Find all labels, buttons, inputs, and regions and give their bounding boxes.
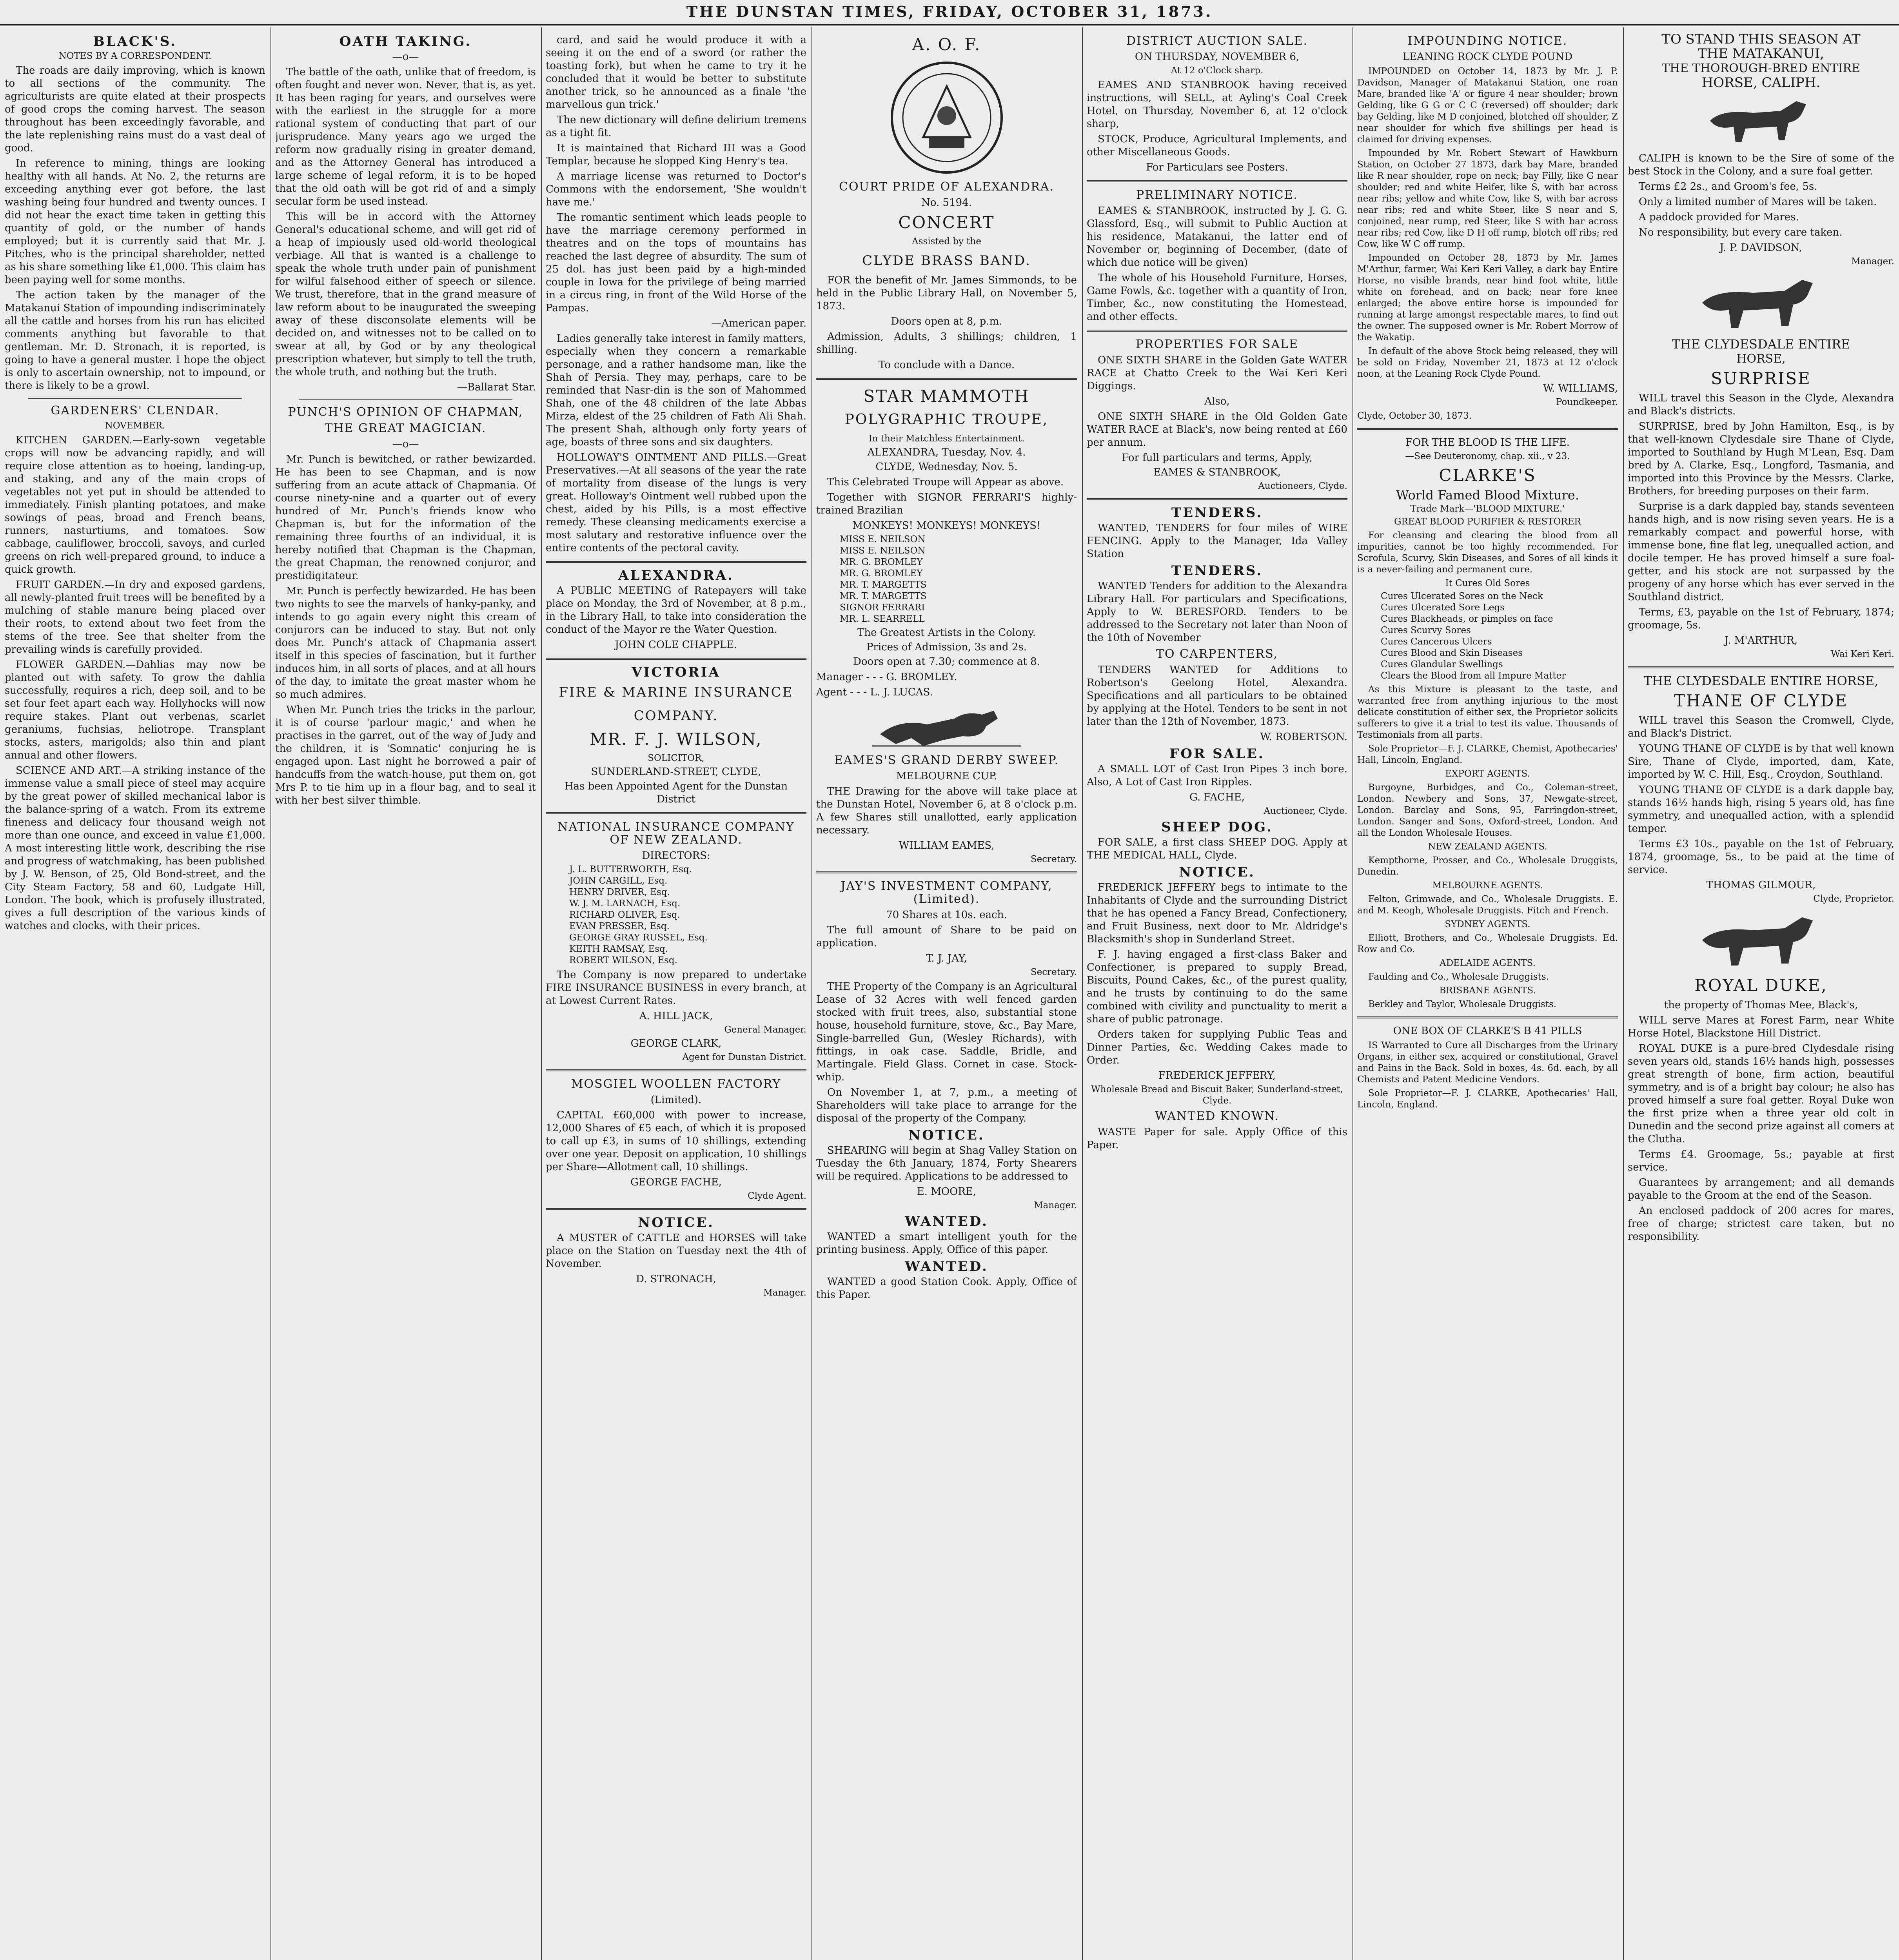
article-paragraph: FOR SALE, a first class SHEEP DOG. Apply at THE MEDICAL HALL, Clyde. [1087, 837, 1347, 861]
divider [546, 1069, 806, 1071]
article-paragraph: It is maintained that Richard III was a Good Templar, because he slopped King Henry's tea. [546, 142, 806, 167]
article-paragraph: THE Drawing for the above will take place at the Dunstan Hotel, November 6, at 8 o'clock p.m. A few Shares still unallotted, early application necessary. [816, 786, 1077, 836]
heading-magician: THE GREAT MAGICIAN. [325, 421, 487, 435]
horse-icon [1698, 93, 1824, 148]
divider [546, 812, 806, 814]
article-paragraph: Together with SIGNOR FERRARI'S highly-trained Brazilian [816, 492, 1077, 516]
list-item: MISS E. NEILSON [840, 546, 926, 556]
article-paragraph: FLOWER GARDEN.—Dahlias may now be planted out with safety. To grow the dahlia successfully, requires a rich, deep soil, and to be set four feet apart each way. Hollyhocks will now require stakes. Plant out verbenas, scarlet geraniums, fuchsias, heliotrope. Transplant stocks, asters, marigolds; also thin and plant annual and other flowers. [5, 659, 265, 761]
heading-victoria: VICTORIA [632, 664, 721, 680]
article-paragraph: Terms £4. Groomage, 5s.; payable at first service. [1628, 1149, 1894, 1173]
heading-troupe: POLYGRAPHIC TROUPE, [844, 412, 1049, 428]
list-item: MR. T. MARGETTS [840, 580, 927, 590]
foresters-seal-icon [888, 59, 1006, 176]
divider [28, 398, 242, 399]
heading-jay-investment: JAY'S INVESTMENT COMPANY, (Limited). [841, 879, 1053, 906]
signature-title: Manager. [1851, 256, 1894, 267]
heading-wanted: WANTED. [905, 1214, 988, 1229]
list-item: Cures Ulcerated Sores on the Neck [1381, 591, 1543, 601]
heading-blacks: BLACK'S. [93, 34, 177, 49]
article-paragraph: The roads are daily improving, which is known to all sections of the community. The agriculturists are quite elated at their prospects of good crops the coming harvest. The season throughout has been exceedingly favorable, and the late replenishing rains must do a vast deal of good. [5, 65, 265, 154]
article-paragraph: Surprise is a dark dappled bay, stands seventeen hands high, and is now rising seven years. He is a remarkably compact and powerful horse, with immense bone, fine flat leg, unequalled action, and docile temper. He has proved himself a sure foal-getter, and his stock are not surpassed by the progeny of any horse which has ever served in the Southland district. [1628, 501, 1894, 603]
heading-mosgiel: MOSGIEL WOOLLEN FACTORY [571, 1077, 781, 1091]
article-paragraph: WANTED a smart intelligent youth for the printing business. Apply, Office of this paper. [816, 1231, 1077, 1256]
column-6 [1357, 31, 1618, 1960]
text-street: SUNDERLAND-STREET, CLYDE, [591, 766, 761, 778]
signature: G. FACHE, [1189, 791, 1245, 803]
article-paragraph: No responsibility, but every care taken. [1639, 227, 1843, 238]
article-paragraph: A marriage license was returned to Doctor's Commons with the endorsement, 'She wouldn't have me.' [546, 171, 806, 208]
signature-title: Manager. [763, 1288, 806, 1298]
heading-clydesdale-entire: THE CLYDESDALE ENTIRE [1672, 337, 1850, 352]
signature: T. J. JAY, [926, 953, 968, 964]
article-paragraph: EAMES & STANBROOK, instructed by J. G. G. Glassford, Esq., will submit to Public Auction at his residence, Matakanui, the latter end of November or, beginning of December, (date of which due notice will be given) [1087, 205, 1347, 269]
list-item: MR. G. BROMLEY [840, 568, 923, 579]
list-item: RICHARD OLIVER, Esq. [569, 910, 680, 920]
article-paragraph: SHEARING will begin at Shag Valley Station on Tuesday the 6th January, 1874, Forty Shearers will be required. Applications to be addressed to [816, 1145, 1077, 1182]
list-item: KEITH RAMSAY, Esq. [569, 944, 668, 954]
list-item: GEORGE GRAY RUSSEL, Esq. [569, 933, 708, 943]
heading-agents: SYDNEY AGENTS. [1445, 919, 1530, 929]
article-paragraph: In default of the above Stock being released, they will be sold on Friday, November 21, 1873 at 12 o'clock noon, at the Leaning Rock Clyde Pound. [1357, 346, 1618, 379]
advert-holloway: HOLLOWAY'S OINTMENT AND PILLS.—Great Preservatives.—At all seasons of the year the rate of mortality from disease of the lungs is very great. Holloway's Ointment well rubbed upon the chest, aided by his Pills, is a most effective remedy. These cleansing medicaments exercise a most salutary and restorative influence over the entire contents of the pectoral cavity. [546, 452, 806, 554]
heading-auction-sale: DISTRICT AUCTION SALE. [1126, 34, 1308, 48]
article-paragraph: YOUNG THANE OF CLYDE is by that well known Sire, Thane of Clyde, imported, dam, Kate, imported by W. C. Hill, Esq., Croydon, Southland. [1628, 743, 1894, 780]
heading-surprise: SURPRISE [1711, 369, 1811, 388]
heading-royal-duke: ROYAL DUKE, [1694, 976, 1828, 995]
divider [1628, 666, 1894, 668]
signature: W. ROBERTSON. [1260, 731, 1347, 743]
article-paragraph: CAPITAL £60,000 with power to increase, 12,000 Shares of £5 each, of which it is proposed to call up £3, in sums of 10 shillings, extending over one year. Deposit on application, 10 shillings per Share—Allotment call, 10 shillings. [546, 1109, 806, 1173]
heading-blood-mixture: World Famed Blood Mixture. [1396, 488, 1579, 503]
text-doors: Doors open at 7.30; commence at 8. [853, 656, 1040, 668]
article-paragraph: A paddock provided for Mares. [1639, 211, 1799, 223]
heading-notice: NOTICE. [908, 1127, 985, 1143]
article-paragraph: Terms, £3, payable on the 1st of February, 1874; groomage, 5s. [1628, 606, 1894, 631]
article-paragraph: FREDERICK JEFFERY begs to intimate to the Inhabitants of Clyde and the surrounding District that he has opened a Fancy Bread, Confectionery, and Fruit Business, next door to Mr. Aldridge's Blacksmith's shop in Sunderland Street. [1087, 882, 1347, 945]
heading-fire-marine: FIRE & MARINE INSURANCE [559, 684, 793, 700]
article-paragraph: As this Mixture is pleasant to the taste, and warranted free from anything injurious to the most delicate constitution of either sex, the Proprietor solicits sufferers to give it a trial to test its value. Thousands of Testimonials from all parts. [1357, 684, 1618, 740]
article-paragraph: WILL serve Mares at Forest Farm, near White Horse Hotel, Blackstone Hill District. [1628, 1014, 1894, 1039]
divider [1357, 1016, 1618, 1018]
signature: JOHN COLE CHAPPLE. [615, 639, 737, 651]
divider [1087, 498, 1347, 500]
heading-wilson: MR. F. J. WILSON, [590, 730, 763, 749]
article-paragraph: The romantic sentiment which leads people to have the marriage ceremony performed in theatres and on the tops of mountains has reached the last degree of absurdity. The sum of 25 dol. has just been paid by a high-minded couple in Iowa for the privilege of being married in a circus ring, in front of the Wild Horse of the Pampas. [546, 212, 806, 314]
horse-icon [1690, 271, 1832, 334]
heading-national-insurance: NATIONAL INSURANCE COMPANY OF NEW ZEALAND. [557, 820, 795, 847]
article-paragraph: Only a limited number of Mares will be taken. [1639, 196, 1877, 208]
article-paragraph: EAMES AND STANBROOK having received instructions, will SELL, at Ayling's Coal Creek Hotel, on Thursday, November 6, at 12 o'clock sharp, [1087, 79, 1347, 130]
article-paragraph: card, and said he would produce it with a seeing it on the end of a sword (or rather the toasting fork), but when he came to try it he concluded that it would be better to substitute another trick, so he announced as a finale 'the marvellous gun trick.' [546, 34, 806, 111]
article-paragraph: The full amount of Share to be paid on application. [816, 924, 1077, 949]
column-rule [541, 27, 542, 1960]
heading-clarkes: CLARKE'S [1439, 466, 1536, 485]
article-paragraph: YOUNG THANE OF CLYDE is a dark dapple bay, stands 16½ hands high, rising 5 years old, has fine symmetry, and unequalled action, with a splendid temper. [1628, 784, 1894, 835]
text-dance: To conclude with a Dance. [878, 359, 1015, 371]
divider [1087, 180, 1347, 182]
list-item: Cures Glandular Swellings [1381, 659, 1503, 670]
article-paragraph: The action taken by the manager of the Matakanui Station of impounding indiscriminately all the cattle and horses from his run has elicited comments anything but favorable to that gentleman. Mr. D. Stronach, it is reported, is going to have a general muster. I hope the object is only to ascertain ownership, not to impound, or there is likely to be a growl. [5, 289, 265, 392]
article-paragraph: CALIPH is known to be the Sire of some of the best Stock in the Colony, and a sure foal getter. [1628, 152, 1894, 177]
list-item: JOHN CARGILL, Esq. [569, 876, 668, 886]
divider [546, 561, 806, 563]
heading-notice: NOTICE. [1179, 864, 1255, 880]
list-item: W. J. M. LARNACH, Esq. [569, 898, 681, 909]
heading-alexandra: ALEXANDRA. [618, 568, 734, 583]
column-5 [1087, 31, 1347, 1960]
signature-title: Secretary. [1030, 967, 1077, 977]
signature: WILLIAM EAMES, [899, 840, 995, 851]
article-paragraph: WILL travel this Season in the Clyde, Alexandra and Black's districts. [1628, 392, 1894, 417]
article-credit: —Ballarat Star. [457, 381, 536, 393]
article-paragraph: IS Warranted to Cure all Discharges from the Urinary Organs, in either sex, acquired or constitutional, Gravel and Pains in the Back. Sold in boxes, 4s. 6d. each, by all Chemists and Patent Medicine Vendors. [1357, 1040, 1618, 1085]
signature-title: Auctioneers, Clyde. [1258, 481, 1347, 491]
heading-agents: ADELAIDE AGENTS. [1440, 958, 1536, 968]
directors-list [546, 864, 806, 966]
text-date: ALEXANDRA, Tuesday, Nov. 4. [867, 446, 1026, 458]
quote: FOR THE BLOOD IS THE LIFE. [1405, 437, 1570, 448]
text-entertainment: In their Matchless Entertainment. [868, 434, 1025, 444]
list-item: Cures Blood and Skin Diseases [1381, 648, 1523, 658]
heading-concert: CONCERT [898, 213, 995, 232]
heading-carpenters: TO CARPENTERS, [1156, 647, 1278, 661]
heading-tenders: TENDERS. [1171, 563, 1263, 579]
byline: NOTES BY A CORRESPONDENT. [58, 51, 212, 61]
signature-title: Poundkeeper. [1556, 397, 1618, 407]
heading-clydesdale-entire: THE CLYDESDALE ENTIRE HORSE, [1643, 673, 1879, 688]
heading-tenders: TENDERS. [1171, 505, 1263, 521]
list-item: MR. L. SEARRELL [840, 614, 925, 624]
heading-agents: BRISBANE AGENTS. [1439, 985, 1536, 996]
text-date: Clyde, October 30, 1873. [1357, 411, 1472, 421]
article-paragraph: This Celebrated Troupe will Appear as above. [827, 476, 1064, 488]
article-paragraph: Impounded on October 28, 1873 by Mr. James M'Arthur, farmer, Wai Keri Keri Valley, a dark bay Entire Horse, no visible brands, near hind foot white, little white on forehead, and on back; near fore knee enlarged; the above entire horse is impounded for running at large amongst respectable mares, to find out the owner. The supposed owner is Mr. Robert Morrow of the Wakatip. [1357, 253, 1618, 343]
masthead: THE DUNSTAN TIMES, FRIDAY, OCTOBER 31, 1873. [0, 0, 1899, 25]
signature-title: Auctioneer, Clyde. [1264, 806, 1347, 816]
cures-list [1357, 591, 1618, 682]
text-great-purifier: GREAT BLOOD PURIFIER & RESTORER [1394, 517, 1581, 527]
heading-derby-sweep: EAMES'S GRAND DERBY SWEEP. [834, 753, 1059, 767]
article-paragraph: FRUIT GARDEN.—In dry and exposed gardens, all newly-planted fruit trees will be benefited by a mulching of stable manure being placed over their roots, to extend about two feet from the stems of the tree. See that shelter from the prevailing winds is carefully provided. [5, 579, 265, 655]
divider [546, 658, 806, 660]
subheading-pound: LEANING ROCK CLYDE POUND [1402, 51, 1573, 63]
divider [1087, 330, 1347, 332]
signature: E. MOORE, [917, 1186, 977, 1198]
article-paragraph: Ladies generally take interest in family matters, especially when they concern a remarkable personage, and a rather handsome man, like the Shah of Persia. They may, perhaps, care to be reminded that Nasr-din is the son of Mahommed Shah, one of the 48 children of the late Abbas Mirza, eldest of the 25 children of Fath Ali Shah. The present Shah, although only forty years of age, boasts of three sons and six daughters. [546, 333, 806, 448]
list-item: J. L. BUTTERWORTH, Esq. [569, 864, 692, 875]
list-item: Cures Ulcerated Sore Legs [1381, 603, 1505, 613]
heading-impounding-notice: IMPOUNDING NOTICE. [1407, 34, 1568, 48]
text-time: At 12 o'Clock sharp. [1171, 65, 1264, 76]
heading-wanted: WANTED. [905, 1259, 988, 1274]
text-owner: the property of Thomas Mee, Black's, [1664, 999, 1858, 1011]
signature: GEORGE FACHE, [630, 1176, 722, 1188]
heading-agents: EXPORT AGENTS. [1445, 769, 1530, 779]
article-paragraph: KITCHEN GARDEN.—Early-sown vegetable crops will now be advancing rapidly, and will require close attention as to hoeing, landing-up, and staking, and any of the main crops of vegetables not yet put in should be attended to immediately. Finish planting potatoes, and make sowings of peas, broad and French beans, runners, nasturtiums, and tomatoes. Sow cabbage, cauliflower, broccoli, savoys, and curled greens on rich well-prepared ground, to induce a quick growth. [5, 434, 265, 575]
text-manager: Manager - - - G. BROMLEY. [816, 671, 957, 683]
heading-stand-season: TO STAND THIS SEASON AT [1661, 31, 1861, 47]
text-trademark: Trade Mark—'BLOOD MIXTURE.' [1410, 504, 1565, 514]
heading-sheep-dog: SHEEP DOG. [1161, 819, 1273, 835]
article-paragraph: Sole Proprietor—F. J. CLARKE, Apothecaries' Hall, Lincoln, England. [1357, 1088, 1618, 1110]
signature: J. P. DAVIDSON, [1719, 242, 1803, 254]
divider [1357, 428, 1618, 430]
racehorse-icon [864, 703, 1029, 750]
divider [816, 378, 1077, 380]
text-shares: 70 Shares at 10s. each. [886, 909, 1007, 921]
text-also: Also, [1204, 396, 1230, 407]
text-assisted: Assisted by the [912, 236, 981, 247]
heading-band: CLYDE BRASS BAND. [862, 253, 1031, 269]
signature: THOMAS GILMOUR, [1706, 879, 1816, 891]
article-paragraph: A MUSTER of CATTLE and HORSES will take place on the Station on Tuesday next the 4th of November. [546, 1232, 806, 1270]
article-paragraph: Sole Proprietor—F. J. CLARKE, Chemist, Apothecaries' Hall, Lincoln, England. [1357, 744, 1618, 765]
signature: EAMES & STANBROOK, [1153, 466, 1281, 478]
signature: FREDERICK JEFFERY, [1158, 1070, 1276, 1082]
heading-punch: PUNCH'S OPINION OF CHAPMAN, [288, 405, 523, 419]
heading-preliminary-notice: PRELIMINARY NOTICE. [1136, 188, 1298, 202]
list-item: MISS E. NEILSON [840, 534, 926, 544]
divider [546, 1208, 806, 1210]
article-paragraph: ONE SIXTH SHARE in the Golden Gate WATER RACE at Chatto Creek to the Wai Keri Keri Diggings. [1087, 354, 1347, 392]
article-paragraph: On November 1, at 7, p.m., a meeting of Shareholders will take place to arrange for the disposal of the property of the Company. [816, 1087, 1077, 1124]
advert-public-meeting: A PUBLIC MEETING of Ratepayers will take place on Monday, the 3rd of November, at 8 p.m., in the Library Hall, to take into consideration the conduct of the Mayor re the Water Question. [546, 585, 806, 635]
list-item: SIGNOR FERRARI [840, 603, 925, 613]
text-date: ON THURSDAY, NOVEMBER 6, [1135, 51, 1300, 63]
signature: W. WILLIAMS, [1543, 383, 1618, 394]
divider [299, 399, 512, 400]
column-7 [1628, 31, 1894, 1960]
heading-properties: PROPERTIES FOR SALE [1136, 338, 1298, 351]
heading-gardeners-calendar: GARDENERS' CLENDAR. [51, 404, 220, 417]
article-paragraph: Terms £2 2s., and Groom's fee, 5s. [1639, 181, 1817, 192]
article-paragraph: The Company is now prepared to undertake FIRE INSURANCE BUSINESS in every branch, at at Lowest Current Rates. [546, 969, 806, 1007]
article-paragraph: Guarantees by arrangement; and all demands payable to the Groom at the end of the Season. [1628, 1177, 1894, 1201]
column-2: OATH TAKING. —o— The battle of the oath, unlike that of freedom, is often fought and never won. Never, that is, as yet. It has been raging for years, and ourselves were with the earliest in the struggle for a more rational system of conducting that part of our jurisprudence. Many years ago we urged the reform now gradually rising in greater demand, and as the Attorney General has introduced a large scheme of legal reform, it is to be hoped that the old oath will be got rid of and a simply secular form be used instead. This will be in accord with the Attorney General's educational scheme, and will get rid of a heap of impiously used old-world theological verbiage. All that is wanted is a challenge to speak the whole truth under pain of punishment for wilful falsehood either of speech or silence. We trust, therefore, that in the grand measure of law reform about to be inaugurated the sweeping away of these disconsolate elements will be decided on, and witnesses not to be called on to swear at all, by God or by any theological prescription whatever, but simply to tell the truth, the whole truth, and nothing but the truth. —Ballarat Star. PUNCH'S OPINION OF CHAPMAN, THE GREAT MAGICIAN. —o— Mr. Punch is bewitched, or rather bewizarded. He has been to see Chapman, and is now suffering from an acute attack of Chapmania. Of course ninety-nine and a quarter out of every hundred of Mr. Punch's friends know who Chapman is, but for the information of the remaining three fourths of an individual, it is hereby notified that Chapman is the Chapman, the great Chapman, the renowned conjuror, and prestidigitateur. Mr. Punch is perfectly bewizarded. He has been two nights to see the marvels of hanky-panky, and intends to go again every night this cream of conjurors can be induced to stay. But not only does Mr. Punch's attack of Chapmania assert itself in this species of fascination, but it further induces him, in all sorts of places, and at all hours of the day, to imitate the great master whom he so much admires. When Mr. Punch tries the tricks in the parlour, it is of course 'parlour magic,' and when he practises in the garret, out of the way of Judy and the children, it is 'Somnatic' conjuring he is engaged upon. Last night he borrowed a pair of handcuffs from the watch-house, put them on, got Mrs P. to tie him up in a flour bag, and to seal it with her best silver thimble. [275, 34, 536, 806]
heading-notice: NOTICE. [638, 1215, 714, 1230]
heading-pills: ONE BOX OF CLARKE'S B 41 PILLS [1393, 1025, 1582, 1037]
signature-title: Clyde Agent. [748, 1191, 806, 1201]
signature: A. HILL JACK, [639, 1010, 713, 1022]
cast-list [816, 534, 1077, 625]
article-paragraph: For cleansing and clearing the blood from all impurities, cannot be too highly recommended. For Scrofula, Scurvy, Skin Diseases, and Sores of all kinds it is a never-failing and permanent cure. [1357, 530, 1618, 575]
list-item: Clears the Blood from all Impure Matter [1381, 671, 1566, 681]
article-paragraph: WANTED, TENDERS for four miles of WIRE FENCING. Apply to the Manager, Ida Valley Station [1087, 522, 1347, 560]
heading-directors: DIRECTORS: [642, 850, 710, 862]
article-paragraph: When Mr. Punch tries the tricks in the parlour, it is of course 'parlour magic,' and when he practises in the garret, out of the way of Judy and the children, it is 'Somnatic' conjuring he is engaged upon. Last night he borrowed a pair of handcuffs from the watch-house, put them on, got Mrs P. to tie him up in a flour bag, and to seal it with her best silver thimble. [275, 704, 536, 806]
heading-court: COURT PRIDE OF ALEXANDRA. [839, 180, 1055, 194]
subheading: MELBOURNE CUP. [896, 770, 997, 782]
heading-horse: HORSE, [1736, 352, 1786, 366]
list-item: EVAN PRESSER, Esq. [569, 921, 670, 931]
text-solicitor: SOLICITOR, [648, 753, 704, 763]
text-posters: For Particulars see Posters. [1146, 162, 1288, 173]
text-greatest: The Greatest Artists in the Colony. [857, 627, 1036, 639]
signature-title: Manager. [1034, 1200, 1077, 1210]
article-paragraph: Kempthorne, Prosser, and Co., Wholesale Druggists, Dunedin. [1357, 855, 1618, 877]
article-paragraph: The new dictionary will define delirium tremens as a tight fit. [546, 114, 806, 139]
heading-matakanui: THE MATAKANUI, [1697, 46, 1825, 62]
article-paragraph: SCIENCE AND ART.—A striking instance of the immense value a small piece of steel may acquire by the great power of skilled mechanical labor is the balance-spring of a watch. From its extreme fineness and delicacy four thousand weigh not more than one ounce, and exceed in value £1,000. A most interesting little work, describing the rise and progress of watchmaking, has been published by J. W. Benson, of 25, Old Bond-street, and the City Steam Factory, 58 and 60, Ludgate Hill, London. The book, which is profusely illustrated, gives a full description of the various kinds of watches and clocks, with their prices. [5, 765, 265, 932]
subheading: (Limited). [650, 1094, 702, 1106]
horse-icon [1690, 909, 1832, 971]
text-date: CLYDE, Wednesday, Nov. 5. [875, 461, 1018, 473]
heading-thoroughbred: THE THOROUGH-BRED ENTIRE [1662, 62, 1860, 75]
signature: D. STRONACH, [636, 1273, 716, 1285]
article-paragraph: WANTED Tenders for addition to the Alexandra Library Hall. For particulars and Specifications, Apply to W. BERESFORD. Tenders to be addressed to the Secretary not later than Noon of the 10th of November [1087, 580, 1347, 644]
text-agent: Agent - - - L. J. LUCAS. [816, 686, 933, 698]
article-paragraph: Impounded by Mr. Robert Stewart of Hawkburn Station, on October 27 1873, dark bay Mare, branded like R near shoulder, rope on neck; bay Filly, like G near shoulder; red and white Heifer, like S, with bar across near ribs; yellow and white Cow, like S, with bar across near ribs; red and white Steer, like S near and S, conjoined, near rump, red Steer, like S with bar across near ribs; red Cow, like D H off rump, blotch off ribs; red Cow, like W C off rump. [1357, 148, 1618, 249]
signature-title: Agent for Dunstan District. [682, 1052, 806, 1062]
article-paragraph: Faulding and Co., Wholesale Druggists. [1368, 972, 1549, 982]
signature-title: Clyde, Proprietor. [1813, 894, 1894, 904]
heading-oath-taking: OATH TAKING. [339, 34, 472, 49]
article-paragraph: Elliott, Brothers, and Co., Wholesale Druggists. Ed. Row and Co. [1357, 933, 1618, 955]
signature-title: Wholesale Bread and Biscuit Baker, Sunderland-street, Clyde. [1091, 1084, 1343, 1106]
article-paragraph: WANTED a good Station Cook. Apply, Office of this Paper. [816, 1276, 1077, 1301]
text-monkeys: MONKEYS! MONKEYS! MONKEYS! [852, 520, 1041, 532]
text-number: No. 5194. [921, 197, 972, 209]
column-4 [816, 31, 1077, 1960]
signature-title: Wai Keri Keri. [1831, 649, 1894, 659]
article-paragraph: Felton, Grimwade, and Co., Wholesale Druggists. E. and M. Keogh, Wholesale Druggists. Fitch and French. [1357, 894, 1618, 916]
list-item: MR. T. MARGETTS [840, 591, 927, 601]
article-paragraph: F. J. having engaged a first-class Baker and Confectioner, is prepared to supply Bread, Biscuits, Pound Cakes, &c., of the purest quality, and he trusts by continuing to do the same combined with civility and punctuality to merit a share of public patronage. [1087, 949, 1347, 1025]
article-paragraph: The whole of his Household Furniture, Horses, Game Fowls, &c. together with a quantity of Iron, Timber, &c., now constituting the Homestead, and other effects. [1087, 272, 1347, 323]
quote-source: —See Deuteronomy, chap. xii., v 23. [1405, 451, 1570, 461]
article-paragraph: This will be in accord with the Attorney General's educational scheme, and will get rid of a heap of impiously used old-world theological verbiage. All that is wanted is a challenge to speak the whole truth under pain of punishment for wilful falsehood either of speech or silence. We trust, therefore, that in the grand measure of law reform about to be inaugurated the sweeping away of these disconsolate elements will be decided on, and witnesses not to be called on to swear at all, by God or by any theological prescription whatever, but simply to tell the truth, the whole truth, and nothing but the truth. [275, 211, 536, 378]
article-paragraph: In reference to mining, things are looking healthy with all hands. At No. 2, the returns are exceeding anything ever got before, the last washing being four hundred and twenty ounces. I did not hear the exact time taken in getting this quantity of gold, or the number of hands employed; but it is currently said that Mr. J. Pitches, who is the principal shareholder, netted as his share something like £1,000. This claim has been paying well for some months. [5, 158, 265, 286]
list-item: MR. G. BROMLEY [840, 557, 923, 567]
signature: GEORGE CLARK, [630, 1038, 722, 1049]
article-paragraph: Berkley and Taylor, Wholesale Druggists. [1368, 999, 1557, 1009]
heading-caliph: HORSE, CALIPH. [1701, 75, 1821, 91]
article-paragraph: TENDERS WANTED for Additions to Robertson's Geelong Hotel, Alexandra. Specifications and all particulars to be obtained by applying at the Hotel. Tenders to be sent in not later than the 12th of November, 1873. [1087, 664, 1347, 728]
heading-star-mammoth: STAR MAMMOTH [863, 387, 1030, 406]
list-item: ROBERT WILSON, Esq. [569, 955, 677, 965]
signature-title: Secretary. [1030, 854, 1077, 864]
article-paragraph: The battle of the oath, unlike that of freedom, is often fought and never won. Never, that is, as yet. It has been raging for years, and ourselves were with the earliest in the struggle for a more rational system of conducting that part of our jurisprudence. Many years ago we urged the reform now gradually rising in greater demand, and as the Attorney General has introduced a large scheme of legal reform, it is to be hoped that the old oath will be got rid of and a simply secular form be used instead. [275, 66, 536, 207]
divider [816, 871, 1077, 873]
article-paragraph: Mr. Punch is perfectly bewizarded. He has been two nights to see the marvels of hanky-panky, and intends to go again every night this cream of conjurors can be induced to stay. But not only does Mr. Punch's attack of Chapmania assert itself in this species of fascination, but it further induces him, in all sorts of places, and at all hours of the day, to imitate the great master whom he so much admires. [275, 585, 536, 701]
list-item: Cures Cancerous Ulcers [1381, 637, 1492, 647]
text-doors: Doors open at 8, p.m. [891, 316, 1002, 327]
heading-company: COMPANY. [634, 708, 719, 724]
article-paragraph: WILL travel this Season the Cromwell, Clyde, and Black's District. [1628, 715, 1894, 739]
text-agent: Has been Appointed Agent for the Dunstan District [564, 780, 788, 805]
text-cures-heading: It Cures Old Sores [1445, 578, 1530, 588]
list-item: Cures Blackheads, or pimples on face [1381, 614, 1553, 624]
subheading-month: NOVEMBER. [105, 421, 165, 431]
article-paragraph: A SMALL LOT of Cast Iron Pipes 3 inch bore. Also, A Lot of Cast Iron Ripples. [1087, 763, 1347, 788]
column-rule [1082, 27, 1083, 1960]
article-paragraph: IMPOUNDED on October 14, 1873 by Mr. J. P. Davidson, Manager of Matakanui Station, one roan Mare, branded like 'A' or figure 4 near shoulder; brown Gelding, like G G or C C (reversed) off shoulder; dark bay Gelding, like M D conjoined, blotched off shoulder, Z near shoulder for which five shillings per head is claimed for driving expenses. [1357, 66, 1618, 145]
article-paragraph: Burgoyne, Burbidges, and Co., Coleman-street, London. Newbery and Sons, 37, Newgate-street, London. Barclay and Sons, 95, Farringdon-street, London. Sanger and Sons, Oxford-street, London. And all the London Wholesale Houses. [1357, 782, 1618, 838]
heading-agents: MELBOURNE AGENTS. [1432, 880, 1543, 891]
article-paragraph: ROYAL DUKE is a pure-bred Clydesdale rising seven years old, stands 16½ hands high, possesses great strength of bone, firm action, beautiful symmetry, and is of a bright bay colour; he also has proved himself a sure foal getter. Royal Duke won the first prize when a three year old colt in Dunedin and the second prize against all comers at the Clutha. [1628, 1043, 1894, 1145]
column-rule [1623, 27, 1624, 1960]
heading-agents: NEW ZEALAND AGENTS. [1428, 842, 1547, 852]
article-paragraph: ONE SIXTH SHARE in the Old Golden Gate WATER RACE at Black's, now being rented at £60 per annum. [1087, 411, 1347, 448]
heading-for-sale: FOR SALE. [1169, 746, 1265, 762]
heading-aof: A. O. F. [912, 35, 981, 54]
article-paragraph: FOR the benefit of Mr. James Simmonds, to be held in the Public Library Hall, on November 5, 1873. [816, 274, 1077, 312]
article-paragraph: STOCK, Produce, Agricultural Implements, and other Miscellaneous Goods. [1087, 133, 1347, 158]
text-prices: Prices of Admission, 3s and 2s. [866, 641, 1027, 653]
heading-wanted-known: WANTED KNOWN. [1155, 1109, 1279, 1123]
article-paragraph: Terms £3 10s., payable on the 1st of February, 1874, groomage, 5s., to be paid at the time of service. [1628, 838, 1894, 876]
article-paragraph: WASTE Paper for sale. Apply Office of this Paper. [1087, 1126, 1347, 1151]
signature-title: General Manager. [724, 1025, 806, 1035]
article-paragraph: Orders taken for supplying Public Teas and Dinner Parties, &c. Wedding Cakes made to Order. [1087, 1029, 1347, 1066]
column-3 [546, 31, 806, 1960]
article-credit: —American paper. [711, 318, 806, 329]
article-paragraph: THE Property of the Company is an Agricultural Lease of 32 Acres with well fenced garden stocked with fruit trees, also, substantial stone house, household furniture, stove, &c., Bay Mare, Single-barrelled Gun, (Wesley Richards), with fittings, in oak case. Saddle, Bridle, and Martingale. Field Glass. Cornet in case. Stock-whip. [816, 981, 1077, 1083]
article-paragraph: Admission, Adults, 3 shillings; children, 1 shilling. [816, 331, 1077, 356]
signature: J. M'ARTHUR, [1724, 635, 1798, 646]
article-paragraph: An enclosed paddock of 200 acres for mares, free of charge; strictest care taken, but no responsibility. [1628, 1205, 1894, 1243]
column-1 [5, 31, 265, 1960]
heading-thane-of-clyde: THANE OF CLYDE [1674, 691, 1848, 710]
text-apply: For full particulars and terms, Apply, [1122, 452, 1313, 464]
article-paragraph: SURPRISE, bred by John Hamilton, Esq., is by that well-known Clydesdale sire Thane of Clyde, imported to Southland by Hugh M'Lean, Esq. Dam bred by A. Clarke, Esq., Longford, Tasmania, and imported into this Province by the Messrs. Clarke, Brothers, for breeding purposes on their farm. [1628, 421, 1894, 497]
list-item: HENRY DRIVER, Esq. [569, 887, 670, 897]
list-item: Cures Scurvy Sores [1381, 625, 1471, 635]
article-paragraph: Mr. Punch is bewitched, or rather bewizarded. He has been to see Chapman, and is now suffering from an acute attack of Chapmania. Of course ninety-nine and a quarter out of every hundred of Mr. Punch's friends know who Chapman is, but for the information of the remaining three fourths of an individual, it is hereby notified that Chapman is the Chapman, the great Chapman, the renowned conjuror, and prestidigitateur. [275, 454, 536, 582]
